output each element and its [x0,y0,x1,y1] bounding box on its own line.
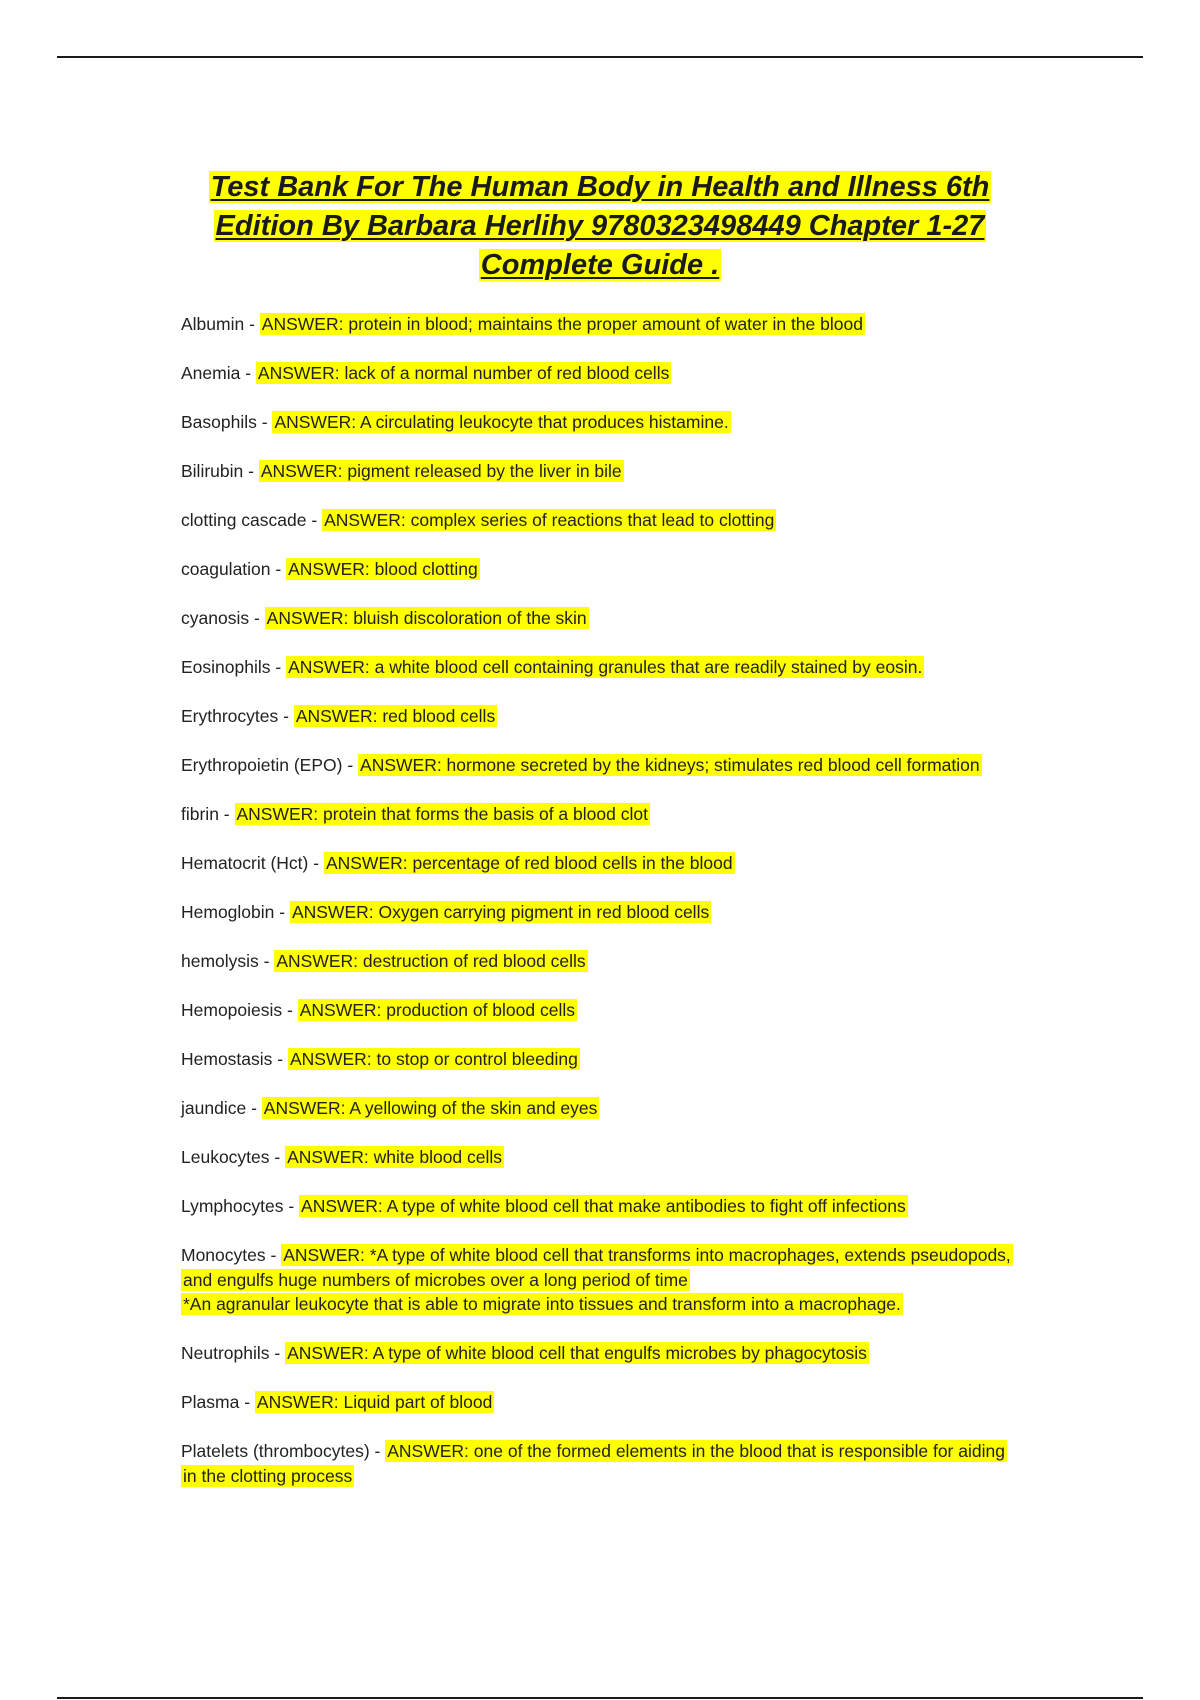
answer-text: ANSWER: blood clotting [288,559,478,579]
term: Bilirubin [181,461,244,481]
list-item [181,851,1021,876]
term: Monocytes [181,1245,266,1265]
answer-text: ANSWER: percentage of red blood cells in the blood [325,853,733,873]
list-item [181,361,1021,386]
separator: - [256,412,273,432]
separator: - [243,461,259,481]
list-item [181,1194,1021,1219]
answer-text: ANSWER: hormone secreted by the kidneys; stimulates red blood cell formation [360,755,980,775]
list-item [181,557,1021,582]
list-item [181,312,1021,337]
list-item [181,998,1021,1023]
separator: - [246,1098,262,1118]
list-item [181,606,1021,631]
list-item [181,704,1021,729]
term: Plasma [181,1392,240,1412]
term: fibrin [181,804,219,824]
separator: - [269,1343,286,1363]
separator: - [270,657,287,677]
list-item [181,1390,1021,1415]
list-item [181,949,1021,974]
answer-text: ANSWER: lack of a normal number of red blood cells [257,363,670,383]
term: coagulation [181,559,271,579]
separator: - [272,1049,288,1069]
separator: - [258,951,275,971]
answer-text: ANSWER: A type of white blood cell that make antibodies to fight off infections [301,1196,906,1216]
term: Hematocrit (Hct) [181,853,309,873]
answer-text: ANSWER: A circulating leukocyte that produces histamine. [274,412,729,432]
answer-text: ANSWER: production of blood cells [299,1000,575,1020]
separator: - [270,559,287,579]
term: cyanosis [181,608,250,628]
answer-text: ANSWER: *A type of white blood cell that transforms into macrophages, extends pseudopods, and engulfs huge numbers of microbes over a long period of time *An agranular leukocyte that is able to migrate into tissues and transform into a macrophage. [183,1245,1011,1314]
term: Hemostasis [181,1049,273,1069]
term: Hemoglobin [181,902,275,922]
answer-text: ANSWER: pigment released by the liver in bile [260,461,622,481]
term: clotting cascade [181,510,307,530]
list-item [181,1341,1021,1366]
separator: - [283,1196,300,1216]
list-item [181,655,1021,680]
separator: - [240,363,256,383]
answer-text: ANSWER: bluish discoloration of the skin [266,608,587,628]
answer-text: ANSWER: a white blood cell containing granules that are readily stained by eosin. [288,657,923,677]
list-item [181,753,1021,778]
document-title-text: Test Bank For The Human Body in Health and Illness 6th Edition By Barbara Herlihy 9780323498449 Chapter 1-27 Complete Guide . [210,171,990,281]
list-item [181,1145,1021,1170]
list-item [181,508,1021,533]
separator: - [282,1000,298,1020]
answer-text: ANSWER: A type of white blood cell that engulfs microbes by phagocytosis [287,1343,867,1363]
answer-text: ANSWER: complex series of reactions that lead to clotting [324,510,775,530]
term: Neutrophils [181,1343,270,1363]
answer-text: ANSWER: A yellowing of the skin and eyes [263,1098,598,1118]
term: Anemia [181,363,241,383]
term: Leukocytes [181,1147,270,1167]
list-item [181,1047,1021,1072]
document-title [180,168,1020,285]
term: hemolysis [181,951,259,971]
separator: - [274,902,290,922]
flashcard-list [181,312,1021,1513]
answer-text: ANSWER: Oxygen carrying pigment in red blood cells [291,902,710,922]
answer-text: ANSWER: white blood cells [287,1147,503,1167]
separator: - [306,510,323,530]
footer-rule [57,1697,1143,1699]
term: Hemopoiesis [181,1000,283,1020]
answer-text: ANSWER: destruction of red blood cells [276,951,586,971]
header-rule [57,56,1143,58]
answer-text: ANSWER: to stop or control bleeding [289,1049,578,1069]
separator: - [278,706,294,726]
term: Erythrocytes [181,706,279,726]
answer-text: ANSWER: one of the formed elements in the blood that is responsible for aiding in the clotting process [183,1441,1005,1486]
separator: - [269,1147,286,1167]
list-item [181,410,1021,435]
separator: - [265,1245,282,1265]
separator: - [218,804,235,824]
separator: - [249,608,265,628]
answer-text: ANSWER: red blood cells [295,706,496,726]
list-item [181,1243,1021,1317]
list-item [181,802,1021,827]
term: Erythropoietin (EPO) [181,755,343,775]
list-item [181,1096,1021,1121]
list-item [181,459,1021,484]
separator: - [308,853,324,873]
term: Lymphocytes [181,1196,284,1216]
term: Albumin [181,314,245,334]
term: Eosinophils [181,657,271,677]
separator: - [369,1441,386,1461]
term: jaundice [181,1098,247,1118]
separator: - [342,755,359,775]
separator: - [244,314,260,334]
list-item [181,1439,1021,1488]
answer-text: ANSWER: Liquid part of blood [256,1392,493,1412]
answer-text: ANSWER: protein that forms the basis of a blood clot [236,804,648,824]
list-item [181,900,1021,925]
separator: - [239,1392,255,1412]
term: Basophils [181,412,257,432]
answer-text: ANSWER: protein in blood; maintains the proper amount of water in the blood [261,314,863,334]
term: Platelets (thrombocytes) [181,1441,370,1461]
